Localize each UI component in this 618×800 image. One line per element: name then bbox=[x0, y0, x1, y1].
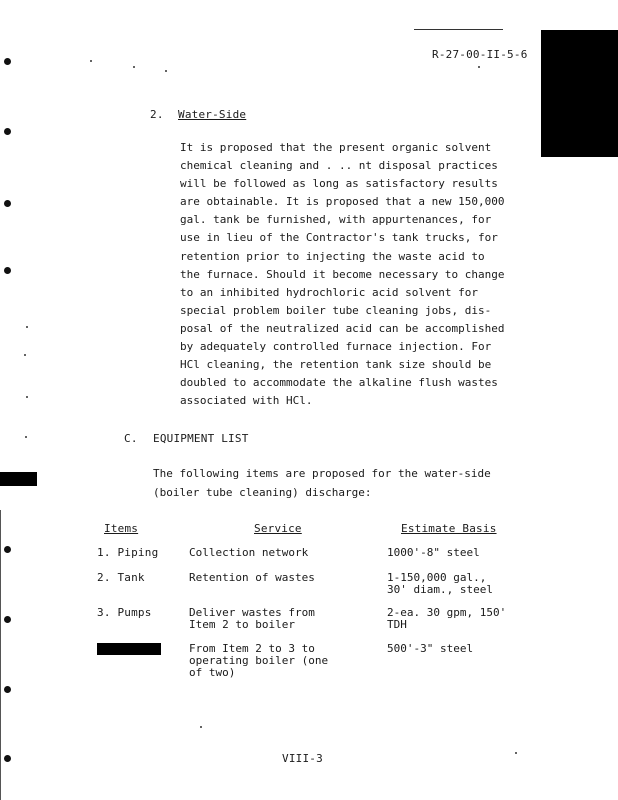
binder-hole-mark bbox=[4, 200, 11, 207]
table-row-estimate: 1-150,000 gal., 30' diam., steel bbox=[387, 571, 493, 596]
margin-redaction-bar bbox=[541, 30, 618, 157]
table-row-item: 2. Tank bbox=[97, 571, 145, 584]
paragraph-line: posal of the neutralized acid can be accomplished bbox=[180, 321, 505, 335]
column-header-estimate: Estimate Basis bbox=[401, 522, 497, 535]
paragraph-line: doubled to accommodate the alkaline flush wastes bbox=[180, 376, 498, 390]
paragraph-line: gal. tank be furnished, with appurtenances, for bbox=[180, 213, 492, 227]
binder-hole-mark bbox=[4, 546, 11, 553]
table-row-service: From Item 2 to 3 to operating boiler (one of two) bbox=[189, 642, 329, 679]
column-header-items: Items bbox=[104, 522, 139, 535]
intro-line: The following items are proposed for the water-side bbox=[153, 467, 491, 480]
paragraph-line: associated with HCl. bbox=[180, 394, 313, 408]
table-row-estimate: 2-ea. 30 gpm, 150' TDH bbox=[387, 606, 507, 631]
section-title: Water-Side bbox=[178, 108, 247, 121]
document-id: R-27-00-II-5-6 bbox=[432, 48, 528, 61]
table-row-estimate: 500'-3" steel bbox=[387, 642, 474, 655]
paragraph-line: special problem boiler tube cleaning jobs, dis- bbox=[180, 303, 492, 317]
scan-speck bbox=[200, 726, 202, 728]
paragraph-line: It is proposed that the present organic solvent bbox=[180, 141, 492, 154]
scan-edge-line bbox=[0, 510, 1, 800]
paragraph-line: will be followed as long as satisfactory results bbox=[180, 177, 498, 191]
binder-hole-mark bbox=[4, 267, 11, 274]
table-row-service: Deliver wastes from Item 2 to boiler bbox=[189, 606, 315, 631]
table-row-item: 3. Pumps bbox=[97, 606, 152, 619]
binder-hole-mark bbox=[4, 755, 11, 762]
paragraph-line: are obtainable. It is proposed that a new 150,000 bbox=[180, 195, 505, 209]
binder-hole-mark bbox=[4, 616, 11, 623]
scan-speck bbox=[90, 60, 92, 62]
table-row-estimate: 1000'-8" steel bbox=[387, 546, 480, 559]
scan-speck bbox=[133, 66, 135, 68]
scan-speck bbox=[26, 396, 28, 398]
paragraph-line: use in lieu of the Contractor's tank trucks, for bbox=[180, 231, 498, 245]
left-edge-bar bbox=[0, 472, 37, 486]
scan-speck bbox=[24, 354, 26, 356]
binder-hole-mark bbox=[4, 128, 11, 135]
paragraph-line: by adequately controlled furnace injection. For bbox=[180, 340, 492, 354]
equipment-intro bbox=[153, 465, 491, 502]
scan-speck bbox=[478, 66, 480, 68]
section-number: 2. bbox=[150, 108, 164, 121]
paragraph-line: retention prior to injecting the waste acid to bbox=[180, 249, 485, 263]
scan-speck bbox=[26, 326, 28, 328]
redacted-item-label bbox=[97, 643, 161, 655]
scan-speck bbox=[515, 752, 517, 754]
column-header-service: Service bbox=[254, 522, 302, 535]
binder-hole-mark bbox=[4, 58, 11, 65]
table-row-item: 1. Piping bbox=[97, 546, 159, 559]
table-row-service: Collection network bbox=[189, 546, 309, 559]
intro-line: (boiler tube cleaning) discharge: bbox=[153, 485, 372, 499]
header-rule bbox=[414, 29, 503, 30]
water-side-paragraph bbox=[180, 139, 540, 410]
paragraph-line: chemical cleaning and . .. nt disposal practices bbox=[180, 159, 498, 173]
section-heading: EQUIPMENT LIST bbox=[153, 432, 249, 445]
section-letter: C. bbox=[124, 432, 138, 445]
paragraph-line: to an inhibited hydrochloric acid solvent for bbox=[180, 285, 479, 299]
paragraph-line: the furnace. Should it become necessary to change bbox=[180, 267, 505, 281]
scan-speck bbox=[165, 70, 167, 72]
table-row-service: Retention of wastes bbox=[189, 571, 315, 584]
paragraph-line: HCl cleaning, the retention tank size should be bbox=[180, 358, 492, 372]
binder-hole-mark bbox=[4, 686, 11, 693]
page-number: VIII-3 bbox=[282, 752, 323, 765]
scan-speck bbox=[25, 436, 27, 438]
